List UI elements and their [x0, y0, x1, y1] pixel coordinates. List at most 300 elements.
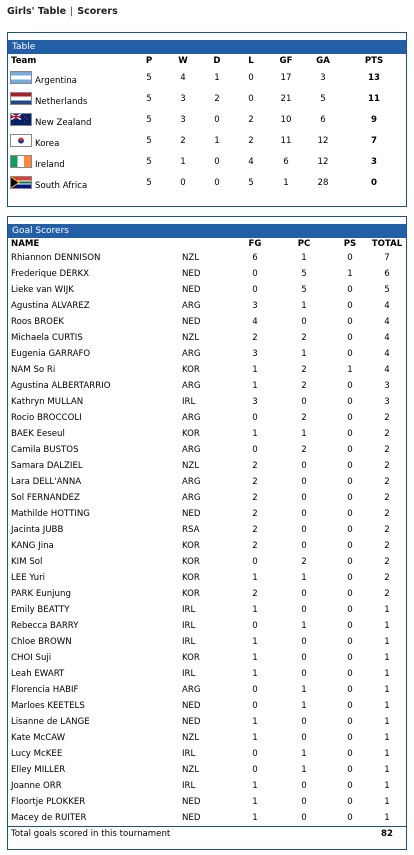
team-name: Netherlands: [35, 96, 88, 107]
korea-flag-icon: [10, 134, 32, 147]
league-row: [8, 172, 406, 193]
scorer-name: KIM Sol: [11, 557, 43, 567]
breadcrumb-girls-table-link[interactable]: Girls' Table: [7, 6, 67, 17]
scorer-country: NED: [182, 269, 201, 279]
scorer-pc: 0: [301, 733, 307, 743]
team-cell: [8, 88, 132, 109]
scorer-country: KOR: [182, 541, 200, 551]
scorer-name: Kate McCAW: [11, 733, 66, 743]
stat-l: 4: [248, 156, 254, 167]
total-goals-label: Total goals scored in this tournament: [8, 827, 368, 842]
scorer-country: ARG: [182, 493, 201, 503]
scorer-total: 4: [384, 333, 390, 343]
scorer-ps: 0: [347, 637, 353, 647]
scorer-pc: 2: [301, 445, 307, 455]
scorer-ps: 0: [347, 429, 353, 439]
scorer-ps: 0: [347, 733, 353, 743]
col-pc: PC: [297, 239, 311, 249]
south-africa-flag-icon: [10, 176, 32, 189]
scorer-country: ARG: [182, 445, 201, 455]
stat-w: 1: [180, 156, 186, 167]
scorer-name: Leah EWART: [11, 669, 65, 679]
stat-l: 5: [248, 177, 254, 188]
scorer-fg: 0: [252, 445, 258, 455]
scorer-row: [8, 490, 406, 506]
col-l: L: [248, 55, 254, 66]
scorer-row: [8, 458, 406, 474]
scorer-total: 3: [384, 381, 390, 391]
stat-pts: 13: [368, 72, 380, 83]
scorer-pc: 0: [301, 525, 307, 535]
scorer-country: KOR: [182, 653, 200, 663]
scorer-name: Marloes KEETELS: [11, 701, 85, 711]
stat-p: 5: [146, 135, 152, 146]
scorer-pc: 0: [301, 589, 307, 599]
stat-l: 2: [248, 114, 254, 125]
scorer-row: [8, 410, 406, 426]
league-table-panel: [7, 32, 407, 207]
scorer-pc: 0: [301, 509, 307, 519]
scorer-ps: 0: [347, 781, 353, 791]
scorer-name: KANG Jina: [11, 541, 54, 551]
scorer-name: Floortje PLOKKER: [11, 797, 86, 807]
league-row: [8, 109, 406, 130]
scorer-fg: 1: [252, 781, 258, 791]
scorer-country: ARG: [182, 381, 201, 391]
scorer-row: [8, 698, 406, 714]
team-name: Korea: [35, 138, 60, 149]
stat-gf: 1: [283, 177, 289, 188]
scorer-name: Kathryn MULLAN: [11, 397, 84, 407]
scorer-row: [8, 378, 406, 394]
scorer-country: KOR: [182, 557, 200, 567]
scorer-row: [8, 266, 406, 282]
scorer-row: [8, 426, 406, 442]
scorer-ps: 0: [347, 621, 353, 631]
scorer-ps: 0: [347, 333, 353, 343]
scorer-pc: 0: [301, 317, 307, 327]
scorer-pc: 0: [301, 493, 307, 503]
stat-p: 5: [146, 177, 152, 188]
scorer-total: 1: [384, 797, 390, 807]
scorer-country: NZL: [182, 461, 200, 471]
team-name: South Africa: [35, 180, 88, 191]
scorer-name: Roos BROEK: [11, 317, 65, 327]
scorer-country: ARG: [182, 349, 201, 359]
scorer-pc: 1: [301, 573, 307, 583]
scorer-row: [8, 746, 406, 762]
netherlands-flag-icon: [10, 92, 32, 105]
scorer-row: [8, 778, 406, 794]
stat-d: 1: [214, 72, 220, 83]
scorer-country: ARG: [182, 301, 201, 311]
scorer-total: 1: [384, 733, 390, 743]
scorer-pc: 0: [301, 669, 307, 679]
scorer-fg: 1: [252, 605, 258, 615]
scorer-row: [8, 618, 406, 634]
scorer-row: [8, 602, 406, 618]
scorer-row: [8, 762, 406, 778]
scorer-pc: 1: [301, 685, 307, 695]
scorer-pc: 1: [301, 765, 307, 775]
ireland-flag-icon: [10, 155, 32, 168]
col-gf: GF: [279, 55, 293, 66]
scorer-row: [8, 346, 406, 362]
scorer-country: NZL: [182, 765, 200, 775]
scorer-name: Lisanne de LANGE: [11, 717, 90, 727]
scorer-pc: 1: [301, 749, 307, 759]
scorer-pc: 0: [301, 797, 307, 807]
scorer-total: 2: [384, 461, 390, 471]
stat-pts: 9: [371, 114, 377, 125]
scorer-name: Florencia HABIF: [11, 685, 79, 695]
stat-ga: 3: [320, 72, 326, 83]
scorer-name: Rebecca BARRY: [11, 621, 79, 631]
col-ps: PS: [343, 239, 357, 249]
scorer-country: NED: [182, 285, 201, 295]
scorer-ps: 0: [347, 525, 353, 535]
stat-ga: 12: [317, 135, 329, 146]
scorer-fg: 2: [252, 541, 258, 551]
col-team: Team: [11, 55, 37, 66]
stat-w: 0: [180, 177, 186, 188]
scorer-total: 5: [384, 285, 390, 295]
scorer-total: 4: [384, 301, 390, 311]
scorer-country: IRL: [182, 749, 196, 759]
scorer-ps: 0: [347, 669, 353, 679]
scorer-country: ARG: [182, 477, 201, 487]
scorer-name: Lara DELL'ANNA: [11, 477, 82, 487]
scorer-country: NED: [182, 701, 201, 711]
breadcrumb-scorers-link[interactable]: Scorers: [77, 6, 118, 17]
scorer-fg: 1: [252, 669, 258, 679]
stat-w: 3: [180, 93, 186, 104]
scorer-ps: 1: [347, 365, 353, 375]
scorer-total: 2: [384, 509, 390, 519]
scorer-country: KOR: [182, 589, 200, 599]
col-p: P: [145, 55, 153, 66]
scorer-country: NED: [182, 813, 201, 823]
scorer-row: [8, 314, 406, 330]
scorer-pc: 2: [301, 413, 307, 423]
scorer-name: Camila BUSTOS: [11, 445, 79, 455]
scorer-fg: 0: [252, 749, 258, 759]
scorer-ps: 0: [347, 685, 353, 695]
scorer-row: [8, 522, 406, 538]
scorer-ps: 0: [347, 541, 353, 551]
team-name: New Zealand: [35, 117, 92, 128]
league-row: [8, 67, 406, 88]
scorer-fg: 1: [252, 733, 258, 743]
scorer-country: ARG: [182, 413, 201, 423]
scorer-row: [8, 554, 406, 570]
scorer-name: Jacinta JUBB: [11, 525, 64, 535]
stat-d: 0: [214, 156, 220, 167]
scorer-pc: 1: [301, 253, 307, 263]
scorer-name: NAM So Ri: [11, 365, 56, 375]
scorer-ps: 0: [347, 589, 353, 599]
scorer-ps: 0: [347, 349, 353, 359]
breadcrumb: [7, 6, 118, 17]
scorer-name: Sol FERNANDEZ: [11, 493, 80, 503]
scorer-row: [8, 570, 406, 586]
breadcrumb-separator: |: [70, 6, 74, 17]
goal-scorers-panel: [7, 216, 407, 850]
scorer-pc: 0: [301, 461, 307, 471]
scorer-pc: 0: [301, 717, 307, 727]
stat-p: 5: [146, 93, 152, 104]
scorer-row: [8, 650, 406, 666]
scorer-fg: 2: [252, 525, 258, 535]
scorer-total: 4: [384, 349, 390, 359]
scorer-ps: 0: [347, 605, 353, 615]
scorer-country: KOR: [182, 429, 200, 439]
stat-w: 4: [180, 72, 186, 83]
scorer-pc: 1: [301, 701, 307, 711]
scorer-fg: 2: [252, 333, 258, 343]
scorer-total: 1: [384, 637, 390, 647]
col-pts: PTS: [364, 55, 384, 66]
stat-gf: 6: [283, 156, 289, 167]
stat-l: 2: [248, 135, 254, 146]
scorer-total: 1: [384, 717, 390, 727]
scorer-ps: 1: [347, 269, 353, 279]
scorer-fg: 1: [252, 637, 258, 647]
scorer-fg: 2: [252, 493, 258, 503]
scorer-ps: 0: [347, 301, 353, 311]
scorer-country: KOR: [182, 573, 200, 583]
stat-d: 0: [214, 177, 220, 188]
scorer-total: 2: [384, 573, 390, 583]
col-total: TOTAL: [371, 239, 403, 249]
scorer-ps: 0: [347, 749, 353, 759]
col-ga: GA: [316, 55, 330, 66]
team-cell: [8, 151, 132, 172]
scorer-country: NED: [182, 797, 201, 807]
scorer-total: 1: [384, 605, 390, 615]
scorer-row: [8, 666, 406, 682]
stat-d: 0: [214, 114, 220, 125]
league-table-title: Table: [8, 33, 406, 54]
scorer-fg: 1: [252, 653, 258, 663]
scorer-total: 7: [384, 253, 390, 263]
stat-p: 5: [146, 156, 152, 167]
scorer-pc: 0: [301, 813, 307, 823]
scorer-total: 1: [384, 781, 390, 791]
scorer-name: Mathilde HOTTING: [11, 509, 90, 519]
scorer-pc: 2: [301, 557, 307, 567]
scorer-name: Agustina ALVAREZ: [11, 301, 90, 311]
stat-gf: 10: [280, 114, 292, 125]
scorer-total: 1: [384, 765, 390, 775]
scorer-row: [8, 714, 406, 730]
scorer-fg: 0: [252, 765, 258, 775]
stat-pts: 11: [368, 93, 380, 104]
scorer-fg: 2: [252, 477, 258, 487]
scorer-name: Chloe BROWN: [11, 637, 72, 647]
stat-l: 0: [248, 93, 254, 104]
stat-p: 5: [146, 114, 152, 125]
scorer-name: Lucy McKEE: [11, 749, 63, 759]
scorer-name: Samara DALZIEL: [11, 461, 83, 471]
scorer-total: 4: [384, 365, 390, 375]
scorer-pc: 0: [301, 781, 307, 791]
scorer-fg: 0: [252, 557, 258, 567]
scorer-pc: 2: [301, 333, 307, 343]
team-cell: [8, 67, 132, 88]
col-fg: FG: [248, 239, 262, 249]
scorer-name: Joanne ORR: [11, 781, 62, 791]
scorer-total: 2: [384, 429, 390, 439]
scorer-country: RSA: [182, 525, 200, 535]
scorer-fg: 6: [252, 253, 258, 263]
scorer-name: CHOI Suji: [11, 653, 52, 663]
scorer-total: 1: [384, 813, 390, 823]
scorer-row: [8, 394, 406, 410]
scorer-row: [8, 362, 406, 378]
scorer-ps: 0: [347, 285, 353, 295]
scorer-ps: 0: [347, 397, 353, 407]
scorer-country: NED: [182, 509, 201, 519]
team-name: Argentina: [35, 75, 77, 86]
scorer-fg: 0: [252, 285, 258, 295]
scorer-row: [8, 298, 406, 314]
total-goals-value: 82: [368, 827, 406, 842]
scorer-fg: 4: [252, 317, 258, 327]
scorer-fg: 0: [252, 621, 258, 631]
scorer-name: Agustina ALBERTARRIO: [11, 381, 111, 391]
scorer-name: Rocio BROCCOLI: [11, 413, 82, 423]
scorer-total: 2: [384, 477, 390, 487]
team-cell: [8, 172, 132, 193]
scorer-pc: 0: [301, 541, 307, 551]
scorer-fg: 1: [252, 573, 258, 583]
stat-w: 3: [180, 114, 186, 125]
scorer-pc: 0: [301, 653, 307, 663]
total-goals-row: [8, 827, 406, 842]
scorer-ps: 0: [347, 765, 353, 775]
scorer-country: NED: [182, 317, 201, 327]
scorer-ps: 0: [347, 253, 353, 263]
col-w: W: [178, 55, 188, 66]
scorer-row: [8, 586, 406, 602]
stat-ga: 28: [317, 177, 329, 188]
scorer-row: [8, 810, 406, 827]
team-name: Ireland: [35, 159, 65, 170]
scorer-pc: 0: [301, 605, 307, 615]
scorer-total: 1: [384, 653, 390, 663]
goal-scorers-table: [8, 238, 406, 841]
scorer-fg: 0: [252, 685, 258, 695]
scorer-name: Elley MILLER: [11, 765, 66, 775]
stat-gf: 17: [280, 72, 292, 83]
scorer-row: [8, 506, 406, 522]
scorer-fg: 1: [252, 381, 258, 391]
scorer-name: Macey de RUITER: [11, 813, 87, 823]
scorer-name: LEE Yuri: [11, 573, 46, 583]
scorer-country: NZL: [182, 733, 200, 743]
stat-w: 2: [180, 135, 186, 146]
scorer-fg: 1: [252, 797, 258, 807]
scorer-country: IRL: [182, 397, 196, 407]
stat-ga: 5: [320, 93, 326, 104]
scorer-total: 2: [384, 525, 390, 535]
scorer-row: [8, 730, 406, 746]
scorer-country: ARG: [182, 685, 201, 695]
scorer-ps: 0: [347, 493, 353, 503]
scorer-row: [8, 282, 406, 298]
scorer-country: IRL: [182, 781, 196, 791]
scorer-country: NED: [182, 717, 201, 727]
scorer-ps: 0: [347, 797, 353, 807]
scorer-pc: 1: [301, 621, 307, 631]
scorer-pc: 1: [301, 349, 307, 359]
scorer-name: Michaela CURTIS: [11, 333, 83, 343]
scorer-total: 1: [384, 669, 390, 679]
scorer-total: 4: [384, 317, 390, 327]
scorer-fg: 1: [252, 813, 258, 823]
stat-gf: 21: [280, 93, 292, 104]
scorer-row: [8, 330, 406, 346]
scorer-fg: 3: [252, 349, 258, 359]
scorers-header-row: [8, 238, 406, 250]
scorer-country: IRL: [182, 669, 196, 679]
scorer-fg: 3: [252, 301, 258, 311]
scorer-name: Eugenia GARRAFO: [11, 349, 91, 359]
scorer-total: 6: [384, 269, 390, 279]
scorer-ps: 0: [347, 461, 353, 471]
scorer-total: 3: [384, 397, 390, 407]
scorer-ps: 0: [347, 573, 353, 583]
team-cell: [8, 109, 132, 130]
scorer-ps: 0: [347, 557, 353, 567]
stat-p: 5: [146, 72, 152, 83]
stat-ga: 6: [320, 114, 326, 125]
scorer-pc: 0: [301, 397, 307, 407]
scorer-pc: 1: [301, 301, 307, 311]
scorer-ps: 0: [347, 717, 353, 727]
scorer-ps: 0: [347, 477, 353, 487]
scorer-total: 2: [384, 445, 390, 455]
scorer-fg: 1: [252, 365, 258, 375]
scorer-name: Lieke van WIJK: [11, 285, 74, 295]
scorer-name: BAEK Eeseul: [11, 429, 65, 439]
scorer-row: [8, 634, 406, 650]
scorer-pc: 1: [301, 429, 307, 439]
scorer-fg: 0: [252, 701, 258, 711]
stat-d: 2: [214, 93, 220, 104]
stat-d: 1: [214, 135, 220, 146]
team-cell: [8, 130, 132, 151]
stat-ga: 12: [317, 156, 329, 167]
scorer-name: Rhiannon DENNISON: [11, 253, 101, 263]
scorer-country: IRL: [182, 621, 196, 631]
stat-pts: 0: [371, 177, 377, 188]
scorer-pc: 5: [301, 269, 307, 279]
scorer-pc: 0: [301, 637, 307, 647]
stat-pts: 3: [371, 156, 377, 167]
scorer-country: KOR: [182, 365, 200, 375]
scorer-row: [8, 794, 406, 810]
league-row: [8, 151, 406, 172]
scorer-row: [8, 474, 406, 490]
scorer-total: 1: [384, 701, 390, 711]
scorer-ps: 0: [347, 701, 353, 711]
scorer-row: [8, 442, 406, 458]
scorer-ps: 0: [347, 653, 353, 663]
scorer-total: 1: [384, 685, 390, 695]
scorer-fg: 2: [252, 589, 258, 599]
